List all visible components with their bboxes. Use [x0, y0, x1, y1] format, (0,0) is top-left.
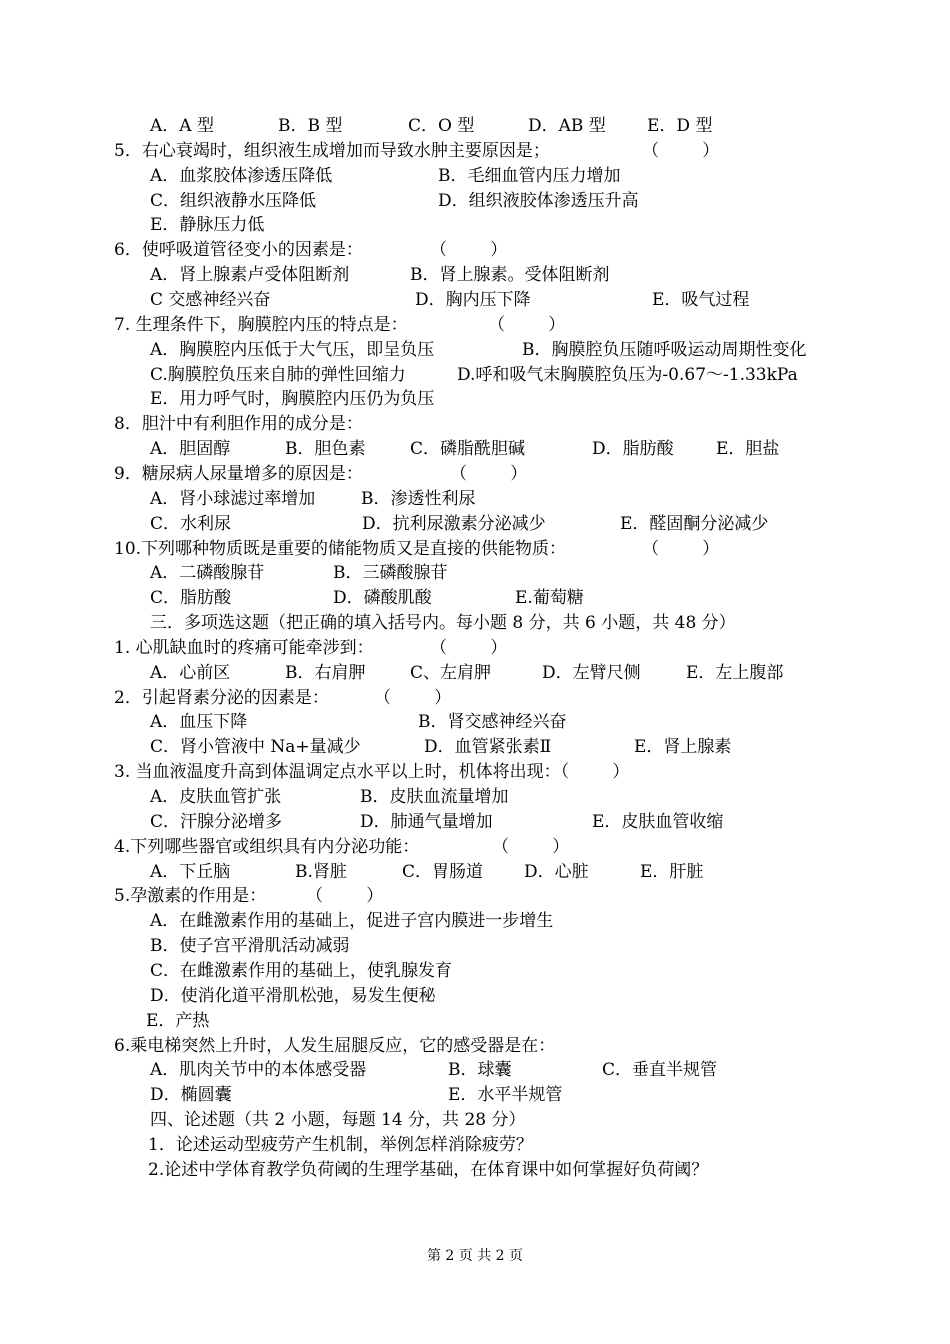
option-text: E．左上腹部	[686, 662, 784, 683]
question-line	[0, 884, 950, 908]
question-text: 7. 生理条件下，胸膜腔内压的特点是：	[114, 314, 408, 335]
option-text: B．使子宫平滑肌活动减弱	[150, 936, 350, 957]
option-text: C.胸膜腔负压来自肺的弹性回缩力	[150, 364, 406, 385]
option-text: D．抗利尿激素分泌减少	[362, 513, 546, 534]
option-text: D．组织液胶体渗透压升高	[438, 190, 639, 211]
option-text: E．水平半规管	[448, 1085, 563, 1106]
option-text: D．血管紧张素Ⅱ	[424, 737, 552, 758]
question-text: 3. 当血液温度升高到体温调定点水平以上时，机体将出现：（ ）	[114, 762, 630, 783]
option-text: B．胆色素	[285, 439, 366, 460]
option-text: B．皮肤血流量增加	[360, 787, 509, 807]
question-line	[0, 1133, 950, 1157]
option-text: A．胸膜腔内压低于大气压，即呈负压	[150, 339, 435, 360]
question-text: 6.乘电梯突然上升时，人发生屈腿反应，它的感受器是在：	[114, 1035, 556, 1056]
option-text: A．下丘脑	[150, 861, 231, 882]
section-heading	[0, 611, 950, 635]
option-text: C．磷脂酰胆碱	[410, 439, 526, 460]
question-line	[0, 1034, 950, 1058]
options-line	[0, 710, 950, 734]
options-line	[0, 1058, 950, 1082]
option-text: E．D 型	[647, 116, 713, 136]
options-line	[0, 164, 950, 188]
options-line	[0, 735, 950, 759]
question-line	[0, 462, 950, 486]
option-text: E．产热	[146, 1010, 210, 1031]
answer-blank: （ ）	[488, 314, 566, 335]
question-line	[0, 139, 950, 163]
option-text: E．醛固酮分泌减少	[620, 513, 769, 534]
question-line	[0, 313, 950, 337]
option-text: D．磷酸肌酸	[333, 588, 432, 609]
option-text: D．肺通气量增加	[360, 811, 493, 832]
options-line	[0, 1083, 950, 1107]
options-line	[0, 785, 950, 809]
options-line	[0, 1009, 950, 1033]
option-text: A．心前区	[150, 662, 231, 683]
options-line	[0, 487, 950, 511]
question-text: 8．胆汁中有利胆作用的成分是：	[114, 414, 363, 435]
option-text: A．肌肉关节中的本体感受器	[150, 1060, 367, 1081]
options-line	[0, 810, 950, 834]
options-line	[0, 189, 950, 213]
option-text: C．胃肠道	[402, 861, 484, 882]
option-text: B．渗透性利尿	[361, 488, 476, 509]
options-line	[0, 984, 950, 1008]
options-line	[0, 909, 950, 933]
question-text: 10.下列哪种物质既是重要的储能物质又是直接的供能物质：	[114, 538, 567, 559]
question-line	[0, 238, 950, 262]
question-text: 2．引起肾素分泌的因素是：	[114, 687, 329, 708]
answer-blank: （ ）	[642, 140, 720, 161]
options-line	[0, 387, 950, 411]
answer-blank: （ ）	[306, 886, 384, 907]
question-text: 2.论述中学体育教学负荷阈的生理学基础，在体育课中如何掌握好负荷阈？	[148, 1159, 709, 1180]
option-text: A．胆固醇	[150, 439, 231, 460]
options-line	[0, 263, 950, 287]
option-text: B．右肩胛	[285, 662, 366, 683]
options-line	[0, 288, 950, 312]
question-text: 9．糖尿病人尿量增多的原因是：	[114, 463, 363, 484]
option-text: E．胆盐	[716, 439, 780, 460]
options-line	[0, 561, 950, 585]
option-text: D．椭圆囊	[150, 1085, 232, 1106]
question-text: 1. 心肌缺血时的疼痛可能牵涉到：	[114, 637, 374, 658]
option-text: B．肾上腺素。受体阻断剂	[410, 265, 610, 286]
answer-blank: （ ）	[374, 687, 452, 708]
question-line	[0, 760, 950, 784]
option-text: E．静脉压力低	[150, 215, 265, 236]
option-text: A．A 型	[150, 116, 214, 136]
option-text: E．皮肤血管收缩	[592, 811, 724, 832]
option-text: A．肾小球滤过率增加	[150, 488, 316, 509]
option-text: B.肾脏	[295, 861, 347, 882]
question-text: 三．多项选这题（把正确的填入括号内。每小题 8 分，共 6 小题，共 48 分）	[150, 613, 736, 633]
options-line	[0, 338, 950, 362]
option-text: C 交感神经兴奋	[150, 290, 271, 310]
option-text: A．血压下降	[150, 712, 248, 733]
question-line	[0, 686, 950, 710]
question-line	[0, 537, 950, 561]
options-line	[0, 934, 950, 958]
options-line	[0, 114, 950, 138]
option-text: C．水利尿	[150, 513, 232, 534]
option-text: C、左肩胛	[410, 662, 492, 683]
option-text: B．毛细血管内压力增加	[438, 165, 621, 186]
option-text: C．垂直半规管	[602, 1060, 718, 1081]
option-text: A．二磷酸腺苷	[150, 563, 265, 584]
option-text: C．汗腺分泌增多	[150, 811, 283, 832]
section-heading	[0, 1108, 950, 1132]
options-line	[0, 437, 950, 461]
question-text: 1．论述运动型疲劳产生机制，举例怎样消除疲劳？	[148, 1134, 533, 1155]
option-text: D．脂肪酸	[592, 439, 674, 460]
question-text: 5.孕激素的作用是：	[114, 886, 267, 907]
options-line	[0, 860, 950, 884]
question-text: 4.下列哪些器官或组织具有内分泌功能：	[114, 836, 420, 857]
option-text: C．在雌激素作用的基础上，使乳腺发育	[150, 960, 453, 981]
option-text: E．肝脏	[640, 861, 704, 882]
option-text: E．肾上腺素	[634, 737, 732, 758]
option-text: C．O 型	[408, 116, 475, 136]
option-text: C．肾小管液中 Na+量减少	[150, 737, 361, 758]
option-text: A．血浆胶体渗透压降低	[150, 165, 333, 186]
options-line	[0, 959, 950, 983]
option-text: B．胸膜腔负压随呼吸运动周期性变化	[522, 339, 807, 360]
option-text: D.呼和吸气末胸膜腔负压为-0.67～-1.33kPa	[457, 364, 798, 385]
answer-blank: （ ）	[492, 836, 570, 857]
option-text: D．AB 型	[528, 116, 606, 136]
option-text: C．组织液静水压降低	[150, 190, 317, 211]
answer-blank: （ ）	[450, 463, 528, 484]
question-text: 5．右心衰竭时，组织液生成增加而导致水肿主要原因是；	[114, 140, 550, 161]
options-line	[0, 661, 950, 685]
question-line	[0, 412, 950, 436]
option-text: B．肾交感神经兴奋	[418, 712, 567, 733]
answer-blank: （ ）	[642, 538, 720, 559]
question-line	[0, 1158, 950, 1182]
option-text: E．用力呼气时，胸膜腔内压仍为负压	[150, 389, 435, 410]
option-text: D．左臂尺侧	[542, 662, 641, 683]
option-text: A．在雌激素作用的基础上，促进子宫内膜进一步增生	[150, 911, 554, 932]
question-text: 6．使呼吸道管径变小的因素是：	[114, 240, 363, 261]
option-text: E.葡萄糖	[515, 588, 584, 609]
options-line	[0, 586, 950, 610]
option-text: C．脂肪酸	[150, 588, 232, 609]
option-text: A．肾上腺素卢受体阻断剂	[150, 265, 350, 286]
options-line	[0, 363, 950, 387]
option-text: D．胸内压下降	[415, 290, 531, 310]
answer-blank: （ ）	[430, 637, 508, 658]
option-text: B．B 型	[278, 116, 343, 136]
option-text: D．心脏	[524, 861, 589, 882]
option-text: E．吸气过程	[652, 290, 750, 310]
option-text: B．球囊	[448, 1060, 512, 1081]
option-text: B．三磷酸腺苷	[333, 563, 448, 584]
option-text: A．皮肤血管扩张	[150, 787, 282, 807]
answer-blank: （ ）	[430, 240, 508, 261]
question-text: 四、论述题（共 2 小题，每题 14 分，共 28 分）	[150, 1110, 526, 1130]
option-text: D．使消化道平滑肌松弛，易发生便秘	[150, 985, 436, 1006]
options-line	[0, 213, 950, 237]
options-line	[0, 512, 950, 536]
question-line	[0, 636, 950, 660]
question-line	[0, 835, 950, 859]
page-footer: 第 2 页 共 2 页	[426, 1248, 524, 1264]
